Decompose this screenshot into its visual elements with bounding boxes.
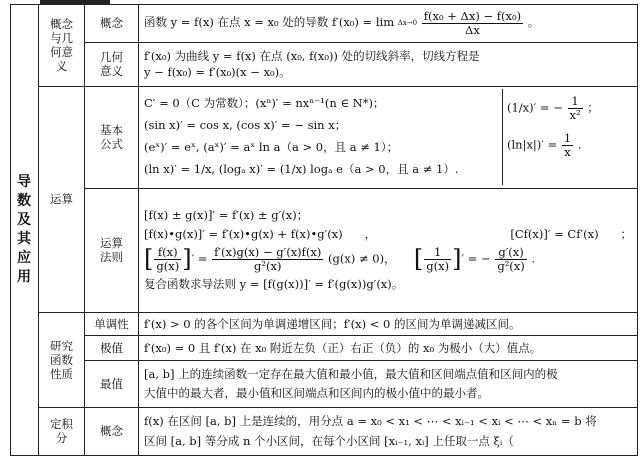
content-integral-concept: f(x) 在区间 [a, b] 上是连续的，用分点 a = x₀ < x₁ < ⋯ < xᵢ₋₁ < xᵢ < ⋯ < xₙ = b 将 区间 [a, b] 等分成 n 个小区间，在每个小区间 [xᵢ₋₁, xᵢ] 上任取一点 ξᵢ（ <box>139 407 638 455</box>
basic-line-2: (sin x)′ = cos x, (cos x)′ = − sin x； <box>144 118 347 133</box>
concept-text: 函数 y = f(x) 在点 x = x₀ 处的导数 f′(x₀) = lim <box>144 15 395 30</box>
basic-line-3: (eˣ)′ = eˣ, (aˣ)′ = aˣ ln a（a > 0，且 a ≠ 1）； <box>144 140 399 155</box>
limit-subscript: Δx→0 <box>397 18 418 27</box>
derivative-fraction: $\frac{\text{f(x₀ + Δx) − f(x₀)}}{\Delta x}$ <box>423 8 522 37</box>
sub-basic-formulas: 基本公式 <box>85 86 139 188</box>
basic-line-1: C′ = 0（C 为常数）；(xⁿ)′ = nxⁿ⁻¹(n ∈ N*)； <box>144 96 385 111</box>
sub-integral-concept: 概念 <box>85 407 139 455</box>
rules-line-1: [f(x) ± g(x)]′ = f′(x) ± g′(x)； <box>144 208 309 223</box>
category-properties: 研究函数性质 <box>39 313 85 408</box>
sub-extremum: 极值 <box>85 336 139 361</box>
derivative-summary-table <box>10 4 638 456</box>
sub-monotonicity: 单调性 <box>85 313 139 336</box>
sub-rules: 运算法则 <box>85 188 139 312</box>
content-max-min: [a, b] 上的连续函数一定存在最大值和最小值，最大值和区间端点值和区间内的极 大值中的最大者，最小值和区间端点和区间内的极小值中的最小者。 <box>139 361 638 407</box>
ln-abs-derivative: (ln|x|)′ = $\frac{1}{x}$ . <box>507 131 582 160</box>
basic-line-4: (ln x)′ = 1/x, (logₐ x)′ = (1/x) logₐ e（a > 0，且 a ≠ 1）. <box>144 162 459 177</box>
main-title: 导数及其应用 <box>17 174 32 285</box>
main-title-cell <box>11 5 39 456</box>
content-concept: 函数 y = f(x) 在点 x = x₀ 处的导数 f′(x₀) = lim Δx→0 $\frac{\text{f(x₀ + Δx) − f(x₀)}}{\Delta x}$ 。 <box>139 5 638 43</box>
sub-concept: 概念 <box>85 5 139 43</box>
category-integral: 定积分 <box>39 407 85 455</box>
content-basic-formulas <box>139 86 638 188</box>
category-operation: 运算 <box>39 86 85 312</box>
rules-line-4: 复合函数求导法则 y = [f(g(x))]′ = f′(g(x))g′(x)。 <box>144 277 404 292</box>
content-geometry <box>139 42 638 86</box>
content-monotonicity: f′(x) > 0 的各个区间为单调递增区间；f′(x) < 0 的区间为单调递减区间。 <box>139 313 638 336</box>
category-concept: 概念与几何意义 <box>39 5 85 87</box>
rules-line-2: [f(x)•g(x)]′ = f′(x)•g(x) + f(x)•g′(x) ， [Cf(x)]′ = Cf′(x) ； <box>144 227 632 242</box>
content-extremum: f′(x₀) = 0 且 f′(x) 在 x₀ 附近左负（正）右正（负）的 x₀ 为极小（大）值点。 <box>139 336 638 361</box>
sub-max-min: 最值 <box>85 361 139 407</box>
sub-geometry: 几何意义 <box>85 42 139 86</box>
geometry-line-2: y − f(x₀) = f′(x₀)(x − x₀)。 <box>144 65 291 80</box>
reciprocal-derivative: (1/x)′ = − $\frac{1}{\text{x²}}$ ； <box>507 94 599 123</box>
content-rules <box>139 188 638 312</box>
rules-line-3: [ $\frac{f(x)}{g(x)}$ ]′ = $\frac{f'(x)g(x) - g'(x)f(x)}{\text{g²(x)}}$ (g(x) ≠ 0)， [ $\frac{1}{g(x)}$ ]′ = − $\frac{g'(x)}{\text{g²(x)}}$ . <box>144 245 536 274</box>
geometry-line-1: f′(x₀) 为曲线 y = f(x) 在点 (x₀, f(x₀)) 处的切线斜率，切线方程是 <box>144 49 480 64</box>
